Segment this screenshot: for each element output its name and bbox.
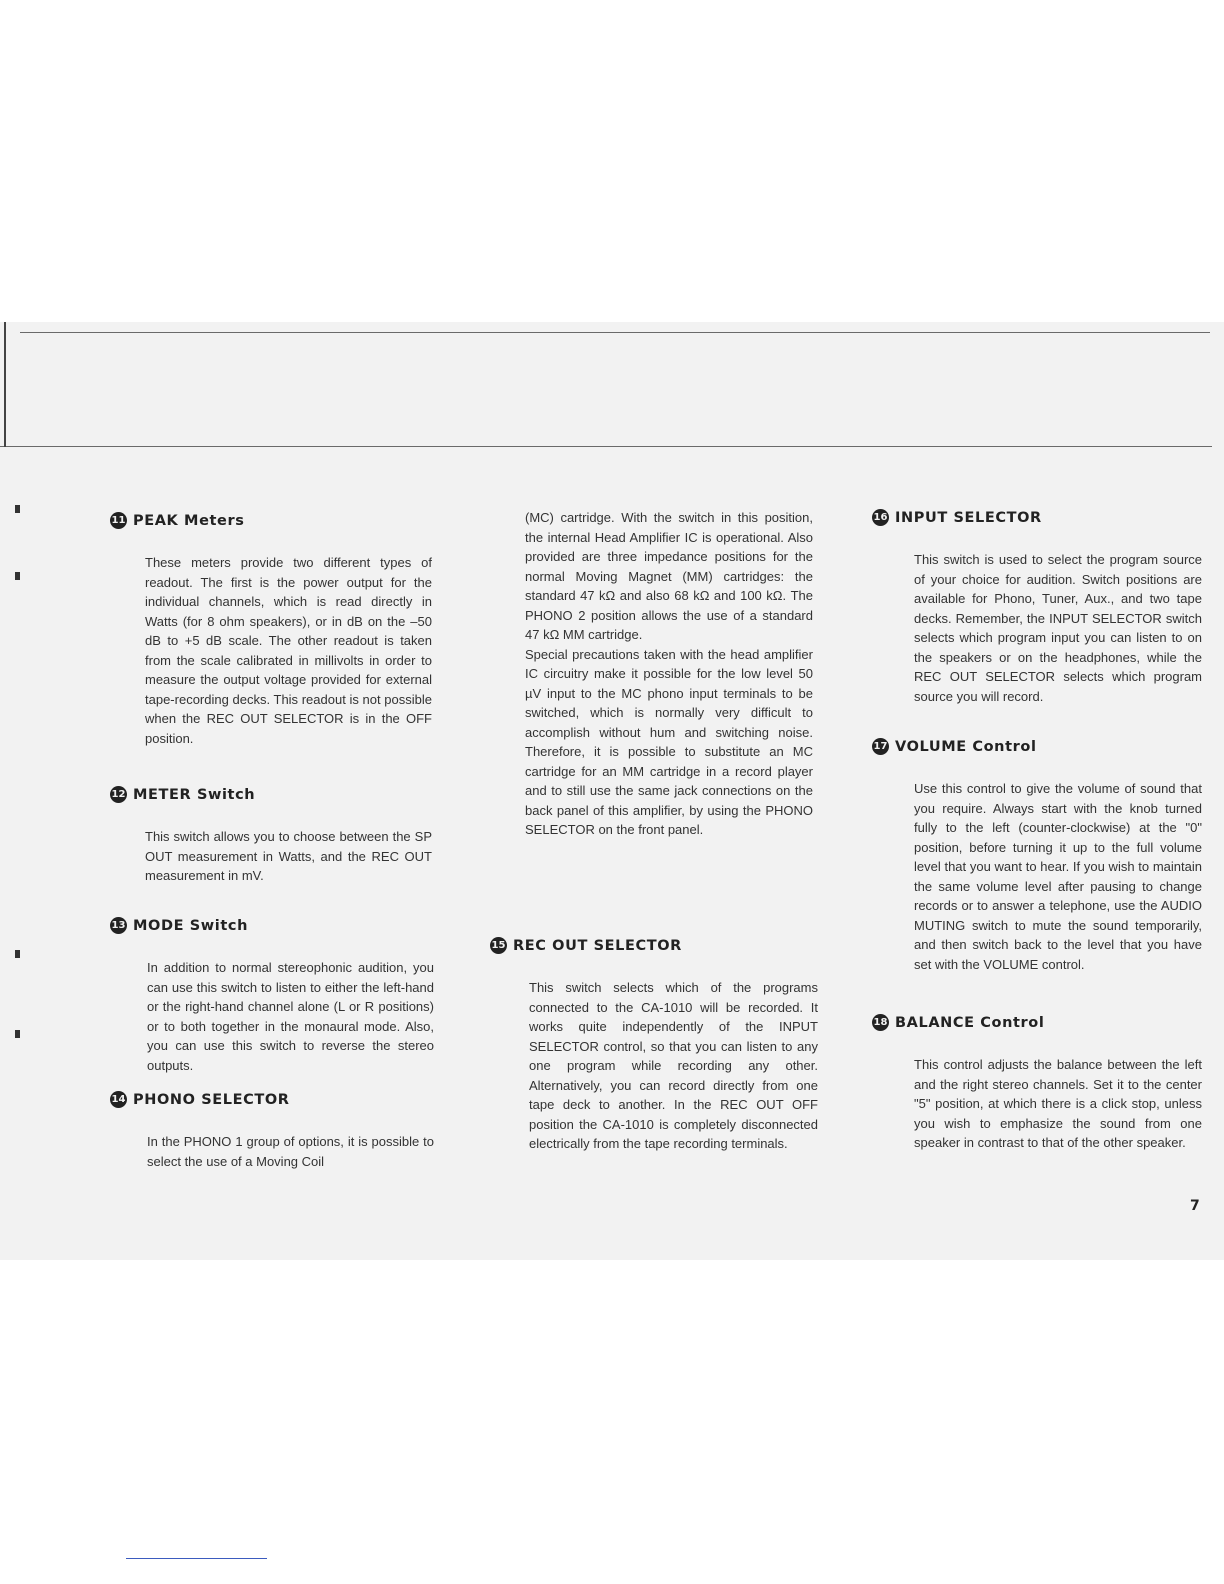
section-heading [872,738,1202,755]
binding-edge [4,322,6,447]
item-number: 12 [110,786,127,803]
section-meter-switch [110,786,432,886]
section-heading [110,917,434,934]
binding-mark [15,1030,20,1038]
section-title: MODE Switch [133,917,249,934]
section-phono-selector [110,1091,434,1171]
page-number: 7 [1190,1198,1200,1214]
item-number: 11 [110,512,127,529]
section-mode-switch [110,917,434,1075]
section-text: This switch selects which of the programs connected to the CA-1010 will be recorded. It works quite independently of the INPUT SELECTOR control, so that you can listen to any one program while recording any other. Alternatively, you can record directly from one tape deck to another. In the REC OUT OFF position the CA-1010 is completely disconnected electrically from the tape recording terminals. [529,980,818,1151]
section-heading [872,1014,1202,1031]
section-volume-control [872,738,1202,974]
section-text: Special precautions taken with the head amplifier IC circuitry make it possible for the low level 50 µV input to the MC phono input terminals to be switched, which is normally very difficult to accomplish without hum and switching noise. Therefore, it is possible to substitute an MC cartridge for an MM cartridge in a record player and to still use the same jack connections on the back panel of this amplifier, by using the PHONO SELECTOR on the front panel. [525,646,813,837]
section-heading [110,512,432,529]
header-rule [0,446,1212,447]
section-text: These meters provide two different types of readout. The first is the power output for the individual channels, which is read directly in Watts (for 8 ohm speakers), or in dB on the –50 dB to +5 dB scale. The other readout is taken from the scale calibrated in millivolts in order to measure the output voltage provided for external tape-recording decks. This readout is not possible when the REC OUT SELECTOR is in the OFF position. [145,555,432,746]
section-text: This control adjusts the balance between the left and the right stereo channels. Set it to the center "5" position, at which there is a click stop, unless you wish to emphasize the sound from one speaker in contrast to that of the other speaker. [914,1057,1202,1150]
section-balance-control [872,1014,1202,1153]
section-text: (MC) cartridge. With the switch in this position, the internal Head Amplifier IC is operational. Also provided are three impedance positions for the normal Moving Magnet (MM) cartridges: the standard 47 kΩ and also 68 kΩ and 100 kΩ. The PHONO 2 position allows the use of a standard 47 kΩ MM cartridge. [525,510,813,642]
item-number: 17 [872,738,889,755]
section-text: This switch is used to select the program source of your choice for audition. Switch positions are available for Phono, Tuner, Aux., and two tape decks. Remember, the INPUT SELECTOR switch selects which program input you can listen to on the speakers or on the headphones, while the REC OUT SELECTOR selects which program source you will record. [914,552,1202,704]
item-number: 13 [110,917,127,934]
section-text: This switch allows you to choose between the SP OUT measurement in Watts, and the REC OUT measurement in mV. [145,829,432,883]
item-number: 14 [110,1091,127,1108]
binding-mark [15,950,20,958]
section-title: METER Switch [133,786,256,803]
section-title: INPUT SELECTOR [895,509,1042,526]
section-text: In the PHONO 1 group of options, it is possible to select the use of a Moving Coil [147,1134,434,1169]
item-number: 18 [872,1014,889,1031]
section-title: BALANCE Control [895,1014,1045,1031]
section-heading [872,509,1202,526]
section-peak-meters [110,512,432,748]
phono-selector-continued [525,508,813,840]
item-number: 15 [490,937,507,954]
section-rec-out-selector [490,937,818,1154]
section-title: PHONO SELECTOR [133,1091,290,1108]
footer-rule [126,1558,267,1559]
top-rule [20,332,1210,333]
item-number: 16 [872,509,889,526]
section-text: Use this control to give the volume of sound that you require. Always start with the knob turned fully to the left (counter-clockwise) at the "0" position, before turning it up to the full volume level that you want to hear. If you wish to maintain the same volume level after pausing to change records or to answer a telephone, use the AUDIO MUTING switch to mute the sound temporarily, and then switch back to the level that you have set with the VOLUME control. [914,781,1202,972]
section-title: REC OUT SELECTOR [513,937,682,954]
section-heading [490,937,818,954]
section-title: VOLUME Control [895,738,1037,755]
binding-mark [15,505,20,513]
section-title: PEAK Meters [133,512,245,529]
section-heading [110,786,432,803]
section-heading [110,1091,434,1108]
binding-mark [15,572,20,580]
section-text: In addition to normal stereophonic audition, you can use this switch to listen to either the left-hand or the right-hand channel alone (L or R positions) or to both together in the monaural mode. Also, you can use this switch to reverse the stereo outputs. [147,960,434,1073]
section-input-selector [872,509,1202,706]
